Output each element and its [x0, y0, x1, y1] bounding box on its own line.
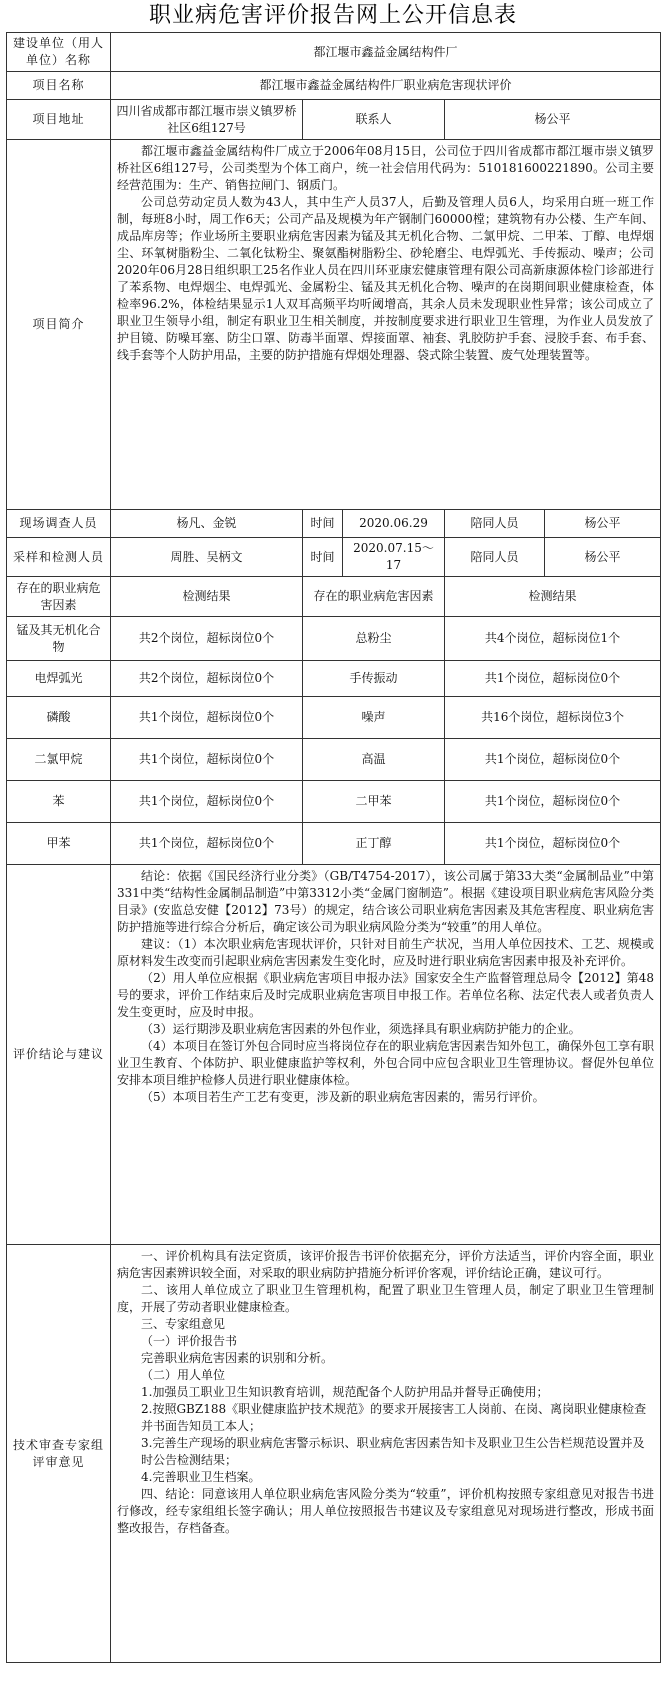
- document-title: 职业病危害评价报告网上公开信息表: [148, 3, 517, 28]
- sampling-staff: 周胜、吴柄文: [111, 538, 303, 577]
- conclusion-paragraph: （3）运行期涉及职业病危害因素的外包作业，须选择具有职业病防护能力的企业。: [141, 1022, 581, 1036]
- hazard-header-row: [7, 577, 661, 617]
- review-line: 三、专家组意见: [141, 1317, 226, 1331]
- hazard-row: [7, 739, 661, 781]
- employer-row: [7, 33, 661, 72]
- review-line: 3.完善生产现场的职业病危害警示标识、职业病危害因素告知卡及职业卫生公告栏规范设置并及时公告检测结果；: [141, 1436, 645, 1467]
- contact-label: 联系人: [303, 100, 445, 140]
- conclusion-row: [7, 865, 661, 1245]
- review-line: 4.完善职业卫生档案。: [141, 1470, 261, 1484]
- sampling-accompany-label: 陪同人员: [445, 538, 545, 577]
- sampling-time: 2020.07.15～17: [343, 538, 445, 577]
- conclusion-text: [111, 865, 661, 1245]
- hazard-result: 共2个岗位，超标岗位0个: [111, 617, 303, 661]
- conclusion-paragraph: （2）用人单位应根据《职业病危害项目申报办法》国家安全生产监督管理总局令【2012】第48号的要求，评价工作结束后及时完成职业病危害项目申报工作。若单位名称、法定代表人或者负责人发生变更时，应及时申报。: [117, 971, 655, 1019]
- hazard-factor: 手传振动: [303, 661, 445, 697]
- hazard-factor: 二甲苯: [303, 781, 445, 823]
- result-col-header: 检测结果: [445, 577, 661, 617]
- hazard-row: [7, 781, 661, 823]
- survey-row: [7, 510, 661, 538]
- hazard-factor: 锰及其无机化合物: [7, 617, 111, 661]
- hazard-factor: 磷酸: [7, 697, 111, 739]
- review-line: 1.加强员工职业卫生知识教育培训，规范配备个人防护用品并督导正确使用；: [141, 1385, 549, 1399]
- hazard-result: 共1个岗位，超标岗位0个: [445, 661, 661, 697]
- review-line: 2.按照GBZ188《职业健康监护技术规范》的要求开展接害工人岗前、在岗、离岗职业健康检查并书面告知员工本人；: [141, 1402, 647, 1433]
- review-row: [7, 1245, 661, 1663]
- review-text: [111, 1245, 661, 1663]
- hazard-result: 共1个岗位，超标岗位0个: [445, 781, 661, 823]
- survey-accompany: 杨公平: [545, 510, 661, 538]
- review-line: 四、结论：同意该用人单位职业病危害风险分类为“较重”，评价机构按照专家组意见对报告书进行修改，经专家组组长签字确认；用人单位按照报告书建议及专家组意见对现场进行整改，形成书面整改报告，存档备查。: [117, 1487, 655, 1535]
- project-name-row: [7, 72, 661, 100]
- employer-label: 建设单位（用人单位）名称: [7, 33, 111, 72]
- hazard-factor: 苯: [7, 781, 111, 823]
- survey-staff: 杨凡、金锐: [111, 510, 303, 538]
- survey-staff-label: 现场调查人员: [7, 510, 111, 538]
- review-line: 二、该用人单位成立了职业卫生管理机构，配置了职业卫生管理人员，制定了职业卫生管理制度，开展了劳动者职业健康检查。: [117, 1283, 655, 1314]
- intro-paragraph: 都江堰市鑫益金属结构件厂成立于2006年08月15日，公司位于四川省成都市都江堰市崇义镇罗桥社区6组127号，公司类型为个体工商户，统一社会信用代码为：510181600221890。公司主要经营范围为：生产、销售拉闸门、钢质门。: [117, 144, 655, 192]
- intro-row: [7, 140, 661, 510]
- review-line: （二）用人单位: [141, 1368, 226, 1382]
- hazard-result: 共1个岗位，超标岗位0个: [111, 823, 303, 865]
- hazard-factor: 总粉尘: [303, 617, 445, 661]
- conclusion-paragraph: 建议：（1）本次职业病危害现状评价，只针对目前生产状况，当用人单位因技术、工艺、规模或原材料发生改变而引起职业病危害因素发生变化时，应及时进行职业病危害因素申报及补充评价。: [117, 937, 655, 968]
- sampling-row: [7, 538, 661, 577]
- hazard-row: [7, 617, 661, 661]
- review-line: （一）评价报告书: [141, 1334, 238, 1348]
- hazard-row: [7, 823, 661, 865]
- conclusion-label: 评价结论与建议: [7, 865, 111, 1245]
- conclusion-paragraph: （4）本项目在签订外包合同时应当将岗位存在的职业病危害因素告知外包工，确保外包工享有职业卫生教育、个体防护、职业健康监护等权利，外包合同中应包含职业卫生管理协议。督促外包单位安排本项目维护检修人员进行职业健康体检。: [117, 1039, 655, 1087]
- hazard-result: 共1个岗位，超标岗位0个: [111, 697, 303, 739]
- hazard-result: 共4个岗位，超标岗位1个: [445, 617, 661, 661]
- review-line: 一、评价机构具有法定资质，该评价报告书评价依据充分，评价方法适当，评价内容全面，职业病危害因素辨识较全面，对采取的职业病防护措施分析评价客观，评价结论正确，建议可行。: [117, 1249, 655, 1280]
- hazard-factor: 噪声: [303, 697, 445, 739]
- sampling-staff-label: 采样和检测人员: [7, 538, 111, 577]
- hazard-result: 共1个岗位，超标岗位0个: [111, 739, 303, 781]
- hazard-col-header: 存在的职业病危害因素: [7, 577, 111, 617]
- sampling-accompany: 杨公平: [545, 538, 661, 577]
- conclusion-paragraph: 结论：依据《国民经济行业分类》（GB/T4754-2017），该公司属于第33大类“金属制品业”中第331中类“结构性金属制品制造”中第3312小类“金属门窗制造”。根据《建设项目职业病危害风险分类目录》(安监总安健【2012】73号）的规定，结合该公司职业病危害因素及其危害程度、职业病危害防护措施等进行综合分析后，确定该公司为职业病风险分类为“较重”的用人单位。: [117, 869, 655, 934]
- project-address: 四川省成都市都江堰市崇义镇罗桥社区6组127号: [111, 100, 303, 140]
- conclusion-paragraph: （5）本项目若生产工艺有变更，涉及新的职业病危害因素的，需另行评价。: [141, 1090, 545, 1104]
- review-line: 完善职业病危害因素的识别和分析。: [141, 1351, 334, 1365]
- address-label: 项目地址: [7, 100, 111, 140]
- address-row: [7, 100, 661, 140]
- hazard-factor: 甲苯: [7, 823, 111, 865]
- hazard-factor: 二氯甲烷: [7, 739, 111, 781]
- employer-name: 都江堰市鑫益金属结构件厂: [111, 33, 661, 72]
- survey-accompany-label: 陪同人员: [445, 510, 545, 538]
- review-label: 技术审查专家组评审意见: [7, 1245, 111, 1663]
- project-name: 都江堰市鑫益金属结构件厂职业病危害现状评价: [111, 72, 661, 100]
- disclosure-table: [6, 32, 661, 1663]
- hazard-result: 共1个岗位，超标岗位0个: [445, 823, 661, 865]
- survey-time: 2020.06.29: [343, 510, 445, 538]
- contact-person: 杨公平: [445, 100, 661, 140]
- hazard-col-header: 存在的职业病危害因素: [303, 577, 445, 617]
- intro-text: [111, 140, 661, 510]
- hazard-result: 共1个岗位，超标岗位0个: [445, 739, 661, 781]
- hazard-factor: 正丁醇: [303, 823, 445, 865]
- hazard-factor: 电焊弧光: [7, 661, 111, 697]
- hazard-row: [7, 661, 661, 697]
- result-col-header: 检测结果: [111, 577, 303, 617]
- hazard-result: 共1个岗位，超标岗位0个: [111, 781, 303, 823]
- intro-label: 项目简介: [7, 140, 111, 510]
- hazard-factor: 高温: [303, 739, 445, 781]
- sampling-time-label: 时间: [303, 538, 343, 577]
- hazard-row: [7, 697, 661, 739]
- survey-time-label: 时间: [303, 510, 343, 538]
- hazard-result: 共16个岗位，超标岗位3个: [445, 697, 661, 739]
- intro-paragraph: 公司总劳动定员人数为43人，其中生产人员37人，后勤及管理人员6人，均采用白班一班工作制，每班8小时，周工作6天；公司产品及规模为年产钢制门60000樘；建筑物有办公楼、生产车间、成品库房等；作业场所主要职业病危害因素为锰及其无机化合物、二氯甲烷、二甲苯、丁醇、电焊烟尘、环氧树脂粉尘、二氧化钛粉尘、聚氨酯树脂粉尘、砂轮磨尘、电焊弧光、手传振动、噪声；公司2020年06月28日组织职工25名作业人员在四川环亚康宏健康管理有限公司高新康源体检门诊部进行了苯系物、电焊烟尘、电焊弧光、金属粉尘、锰及其无机化合物、噪声的在岗期间职业健康检查，体检率96.2%，体检结果显示1人双耳高频平均听阈增高，其余人员未发现职业性异常；该公司成立了职业卫生领导小组，制定有职业卫生相关制度，并按制度要求进行职业卫生管理，为作业人员发放了护目镜、防噪耳塞、防尘口罩、防毒半面罩、焊接面罩、袖套、乳胶防护手套、浸胶手套、布手套、线手套等个人防护用品，主要的防护措施有焊烟处理器、袋式除尘装置、废气处理装置等。: [117, 195, 655, 362]
- hazard-result: 共2个岗位，超标岗位0个: [111, 661, 303, 697]
- project-name-label: 项目名称: [7, 72, 111, 100]
